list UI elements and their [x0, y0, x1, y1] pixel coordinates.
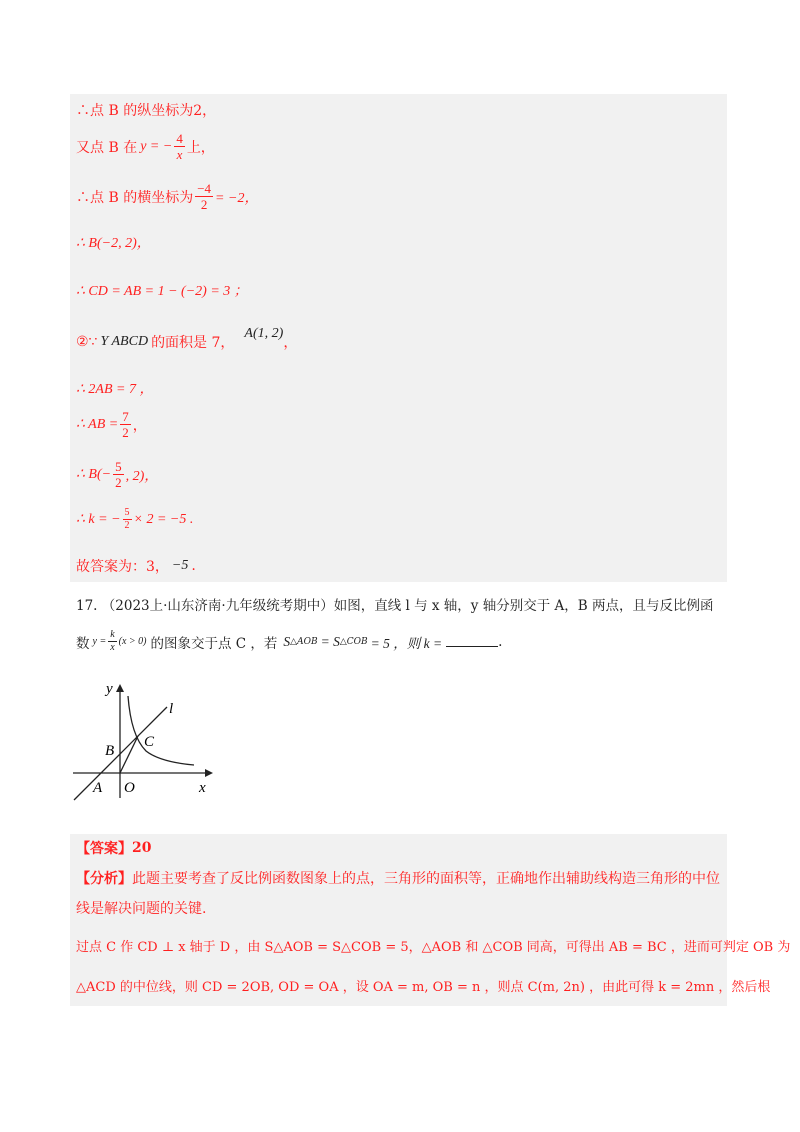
text: 数	[76, 635, 90, 652]
text: 又点 B 在	[76, 139, 138, 156]
x-axis-arrow	[205, 769, 213, 777]
label-l: l	[169, 701, 174, 717]
solution-line-3	[76, 182, 258, 211]
solution-line-9	[76, 460, 158, 489]
text: ∴ AB =	[76, 417, 119, 432]
fraction	[123, 508, 132, 531]
equation: y = −	[140, 138, 173, 154]
text: 过点 C 作 CD ⊥ x 轴于 D ，由 S△AOB = S△COB = 5，△AOB 和 △COB 同高，可得出 AB = BC ，进而可判定 OB 为	[76, 940, 791, 955]
text: × 2 = −5 .	[133, 511, 194, 527]
question-17-line-1	[76, 594, 713, 614]
text: ∴ B(−	[76, 467, 112, 482]
text: ∴ 2AB = 7 ，	[76, 382, 154, 397]
denominator: 2	[122, 425, 129, 440]
text: 的图象交于点 C ，若	[150, 635, 278, 652]
condition: (x > 0)	[118, 636, 147, 647]
analysis-line-2	[76, 898, 206, 918]
text: 此题主要考查了反比例函数图象上的点，三角形的面积等，正确地作出辅助线构造三角形的中位	[132, 871, 720, 887]
denominator: 2	[115, 475, 122, 490]
label-x: x	[199, 780, 206, 796]
hyperbola-curve	[128, 696, 194, 765]
subscript: △AOB	[290, 636, 318, 647]
numerator: −4	[197, 181, 212, 196]
question-text: 17. （2023上·山东济南·九年级统考期中）如图，直线 l 与 x 轴，y 轴分别交于 A，B 两点，且与反比例函	[76, 598, 714, 614]
subscript: △COB	[339, 636, 368, 647]
text: = −2，	[215, 190, 259, 206]
analysis-line-4	[76, 976, 770, 995]
analysis-line-1	[76, 868, 720, 888]
fraction	[113, 460, 124, 489]
point-a: A(1, 2)	[244, 326, 284, 341]
segment-oc	[120, 736, 138, 773]
answer-label: 【答案】	[76, 841, 132, 857]
y-axis-arrow	[116, 684, 124, 692]
solution-line-5	[76, 280, 248, 300]
text: = 5 ，则 k =	[370, 635, 443, 651]
equation: y =	[92, 636, 107, 647]
text: 的面积是 7，	[151, 335, 235, 351]
text: 故答案为：3，	[76, 559, 169, 575]
text: ∴ B(−2, 2)，	[76, 236, 151, 251]
denominator: 2	[124, 520, 130, 531]
fraction	[195, 182, 213, 211]
analysis-line-3	[76, 936, 790, 955]
solution-line-8	[76, 410, 147, 439]
fraction	[108, 630, 116, 653]
numerator: k	[110, 629, 115, 640]
text: 上，	[186, 139, 215, 156]
numerator: 4	[176, 131, 183, 146]
denominator: 2	[200, 197, 208, 212]
coordinate-figure	[68, 676, 218, 806]
analysis-label: 【分析】	[76, 871, 132, 887]
fraction	[120, 410, 131, 439]
text: ②∵	[76, 334, 98, 350]
numerator: 7	[122, 409, 129, 424]
solution-line-2	[76, 132, 215, 161]
solution-line-1	[76, 100, 216, 120]
solution-line-10	[76, 508, 193, 531]
text: ∴ k = −	[76, 512, 121, 527]
numerator: 5	[115, 459, 122, 474]
label-a: A	[93, 780, 103, 796]
text: ，	[283, 335, 298, 351]
denominator: x	[110, 642, 115, 653]
label-c: C	[144, 734, 155, 750]
text: ∴点 B 的纵坐标为2，	[76, 103, 217, 119]
text: 线是解决问题的关键.	[76, 901, 207, 917]
solution-line-6	[76, 326, 298, 352]
text: ，	[132, 417, 147, 434]
label-b: B	[105, 743, 115, 759]
answer-blank	[446, 636, 498, 647]
text: , 2)，	[125, 468, 159, 484]
solution-line-7	[76, 378, 153, 398]
answer-line	[76, 838, 151, 858]
fraction	[174, 132, 185, 161]
text: △ACD 的中位线，则 CD = 2OB, OD = OA ，设 OA = m, OB = n ，则点 C(m, 2n) ，由此可得 k = 2mn ，然后根	[76, 980, 771, 995]
label-o: O	[124, 780, 135, 796]
text: .	[191, 558, 196, 574]
answer-value: −5	[171, 558, 189, 573]
numerator: 5	[124, 507, 130, 518]
text: = S	[320, 633, 340, 649]
solution-line-4	[76, 232, 151, 252]
question-17-line-2	[76, 630, 502, 653]
text: ∴点 B 的横坐标为	[76, 189, 194, 206]
text: .	[498, 633, 503, 650]
solution-line-11	[76, 556, 196, 576]
denominator: x	[176, 147, 183, 162]
area-symbol: S	[283, 633, 291, 649]
label-y: y	[106, 681, 113, 697]
parallelogram-label: Y ABCD	[100, 334, 149, 349]
answer-value: 20	[132, 840, 152, 856]
text: ∴ CD = AB = 1 − (−2) = 3 ；	[76, 284, 248, 299]
